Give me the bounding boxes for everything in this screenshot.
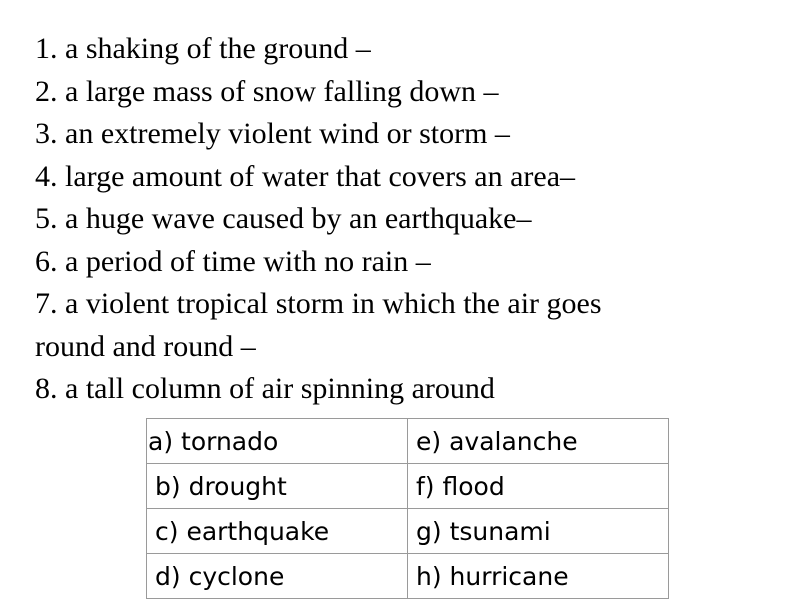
answer-option: g) tsunami [408, 509, 669, 554]
definition-line: round and round – [35, 329, 256, 363]
table-row [147, 554, 669, 599]
definition-line: 4. large amount of water that covers an area– [35, 159, 576, 193]
definition-line: 2. a large mass of snow falling down – [35, 74, 499, 108]
answer-option: b) drought [147, 464, 408, 509]
answer-option: d) cyclone [147, 554, 408, 599]
answer-options-table [146, 418, 669, 599]
definition-line: 1. a shaking of the ground – [35, 32, 371, 65]
definition-line: 3. an extremely violent wind or storm – [35, 117, 510, 150]
answer-option: c) earthquake [147, 509, 408, 554]
table-row [147, 419, 669, 464]
definitions-list [35, 28, 775, 411]
answer-option: f) flood [408, 464, 669, 509]
definition-line: 6. a period of time with no rain – [35, 244, 431, 278]
answer-option: e) avalanche [408, 419, 669, 464]
answer-option: a) tornado [147, 419, 408, 464]
table-row [147, 464, 669, 509]
table-row [147, 509, 669, 554]
definition-line: 7. a violent tropical storm in which the air goes [35, 287, 602, 320]
definition-line: 8. a tall column of air spinning around [35, 372, 495, 405]
answer-option: h) hurricane [408, 554, 669, 599]
definition-line: 5. a huge wave caused by an earthquake– [35, 202, 532, 235]
